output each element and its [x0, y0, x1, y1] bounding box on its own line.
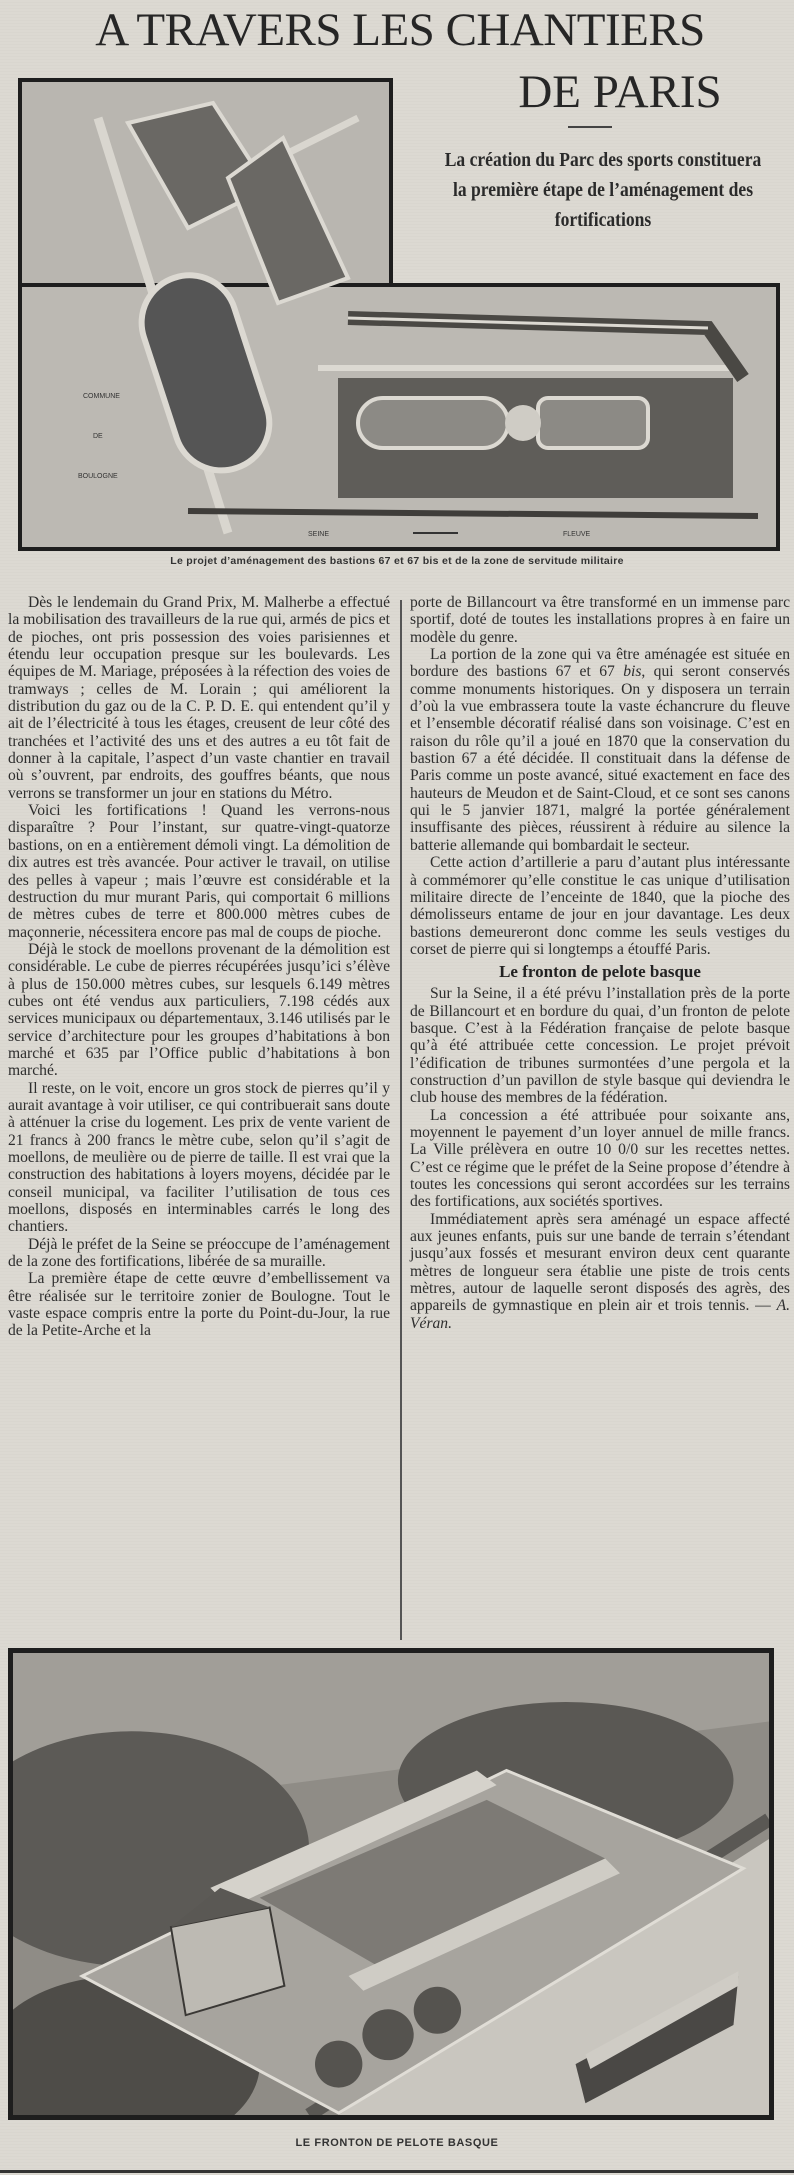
paragraph: Il reste, on le voit, encore un gros stock de pierres qu’il y aurait avantage à voir utiliser, ce qui contribuerait sans doute à atténuer la crise du logement. Les prix de vente varient de 21 francs à 200 francs le mètre cube, selon qu’il s’agit de moellons, de meulière ou de pierre de taille. Il est vrai que la construction des habitations à loyers moyens, décidée par le conseil municipal, va faciliter l’utilisation de tous ces moellons, disposés en interminables carrés le long des chantiers. — [8, 1079, 390, 1236]
map-label-boulogne: BOULOGNE — [78, 473, 118, 480]
map-caption: Le projet d’aménagement des bastions 67 et 67 bis et de la zone de servitude militaire — [170, 555, 624, 567]
paragraph: Dès le lendemain du Grand Prix, M. Malherbe a effectué la mobilisation des travailleurs de la rue qui, armés de pics et de pioches, ont pris possession des voies parisiennes et étendu leur occupation presque sur les boulevards. Les équipes de M. Mariage, préposées à la réfection des voies de tramways ; celles de M. Lorain ; qui améliorent la distribution du gaz ou de la C. P. D. E. qui entendent qu’il y ait de l’électricité à tous les étages, creusent de leur côté des tranchées et l’activité des uns et des autres a eu tôt fait de donner à la capitale, l’aspect d’un vaste chantier en travail où s’ouvrent, par endroits, des gouffres béants, que nous verrons se transformer un jour en stations du Métro. — [8, 594, 390, 802]
plan-drawing-icon — [18, 78, 780, 551]
article-column-left — [8, 594, 390, 1340]
park-plan-map — [18, 78, 780, 550]
paragraph — [410, 1211, 790, 1332]
bottom-rule — [0, 2170, 794, 2173]
map-label-de: DE — [93, 433, 103, 440]
text-run: , qui seront conservés comme monuments historiques. On y disposera un terrain d’où la vue embrassera toute la vaste échancrure du fleuve et l’ensemble décoratif réalisé dans son voisinage. C’est en raison du rôle qu’il a joué en 1870 que la conservation du bastion 67 a été décidée. Il constituait dans la défense de Paris comme un poste avancé, situé exactement en face des hauteurs de Meudon et de Saint-Cloud, et ce sont ses canons qui le 5 janvier 1871, malgré la portée généralement insuffisante des pièces, réussirent à réduire au silence la batterie allemande qui bombardait le secteur. — [410, 663, 790, 854]
text-run: Immédiatement après sera aménagé un espace affecté aux jeunes enfants, puis sur une bande de terrain s’étendant jusqu’aux fossés et mesurant environ deux cent quarante mètres de longueur sera établie une piste de trois cents mètres, autour de laquelle seront disposés des agrès, des appareils de gymnastique en plein air et trois tennis. — [410, 1210, 790, 1315]
headline-line-2: DE PARIS — [518, 66, 722, 118]
section-subheading: Le fronton de pelote basque — [499, 962, 701, 982]
paragraph: Sur la Seine, il a été prévu l’installation près de la porte de Billancourt et en bordure du quai, d’un fronton de pelote basque. C’est à la Fédération française de pelote basque qu’à été attribuée cette concession. Le projet prévoit l’édification de tribunes surmontées d’une pergola et la construction d’un pavillon de style basque qui deviendra le club house des membres de la fédération. — [410, 985, 790, 1107]
aerial-view-drawing-icon — [13, 1653, 769, 2115]
headline: A TRAVERS LES CHANTIERS — [95, 4, 705, 56]
paragraph-continuation: porte de Billancourt va être transformé en un immense parc sportif, doté de toutes les installations propres à en faire un modèle du genre. — [410, 594, 790, 646]
paragraph: Voici les fortifications ! Quand les verrons-nous disparaître ? Pour l’instant, sur quatre-vingt-quatorze bastions, on en a entièrement démoli vingt. La démolition de dix autres est très avancée. Pour activer le travail, on utilise des pelles à vapeur ; mais l’œuvre est considérable et la destruction du mur murant Paris, qui comportait 6 millions de mètres cubes de terre et 800.000 mètres cubes de maçonnerie, nécessitera encore pas mal de coups de pioche. — [8, 802, 390, 941]
article-column-right — [410, 594, 790, 1332]
paragraph: Déjà le préfet de la Seine se préoccupe de l’aménagement de la zone des fortifications, libérée de sa muraille. — [8, 1235, 390, 1271]
subheadline-deck: La création du Parc des sports constituera la première étape de l’aménagement des fortifications — [444, 150, 762, 231]
fronton-illustration — [8, 1648, 774, 2120]
map-label-fleuve: FLEUVE — [563, 531, 591, 538]
italic-text: bis — [623, 663, 642, 681]
paragraph — [410, 646, 790, 854]
paragraph: Cette action d’artillerie a paru d’autant plus intéressante à commémorer qu’elle constitue le cas unique d’utilisation militaire directe de l’enceinte de 1840, que la pioche des démolisseurs entame de jour en jour davantage. Les deux bastions demeureront donc comme les seuls vestiges du corset de pierre qui si longtemps a étouffé Paris. — [410, 854, 790, 958]
paragraph: La première étape de cette œuvre d’embellissement va être réalisée sur le territoire zonier de Boulogne. Tout le vaste espace compris entre la porte du Point-du-Jour, la rue de la Petite-Arche et la — [8, 1270, 390, 1340]
column-divider — [400, 600, 402, 1640]
illustration-caption: LE FRONTON DE PELOTE BASQUE — [295, 2137, 499, 2149]
map-label-commune: COMMUNE — [83, 393, 120, 400]
map-label-seine: SEINE — [308, 531, 330, 538]
signature-dash: — — [749, 1297, 777, 1315]
paragraph: La concession a été attribuée pour soixante ans, moyennent le payement d’un loyer annuel de mille francs. La Ville prélèvera en outre 10 0/0 sur les recettes nettes. C’est ce régime que le préfet de la Seine propose d’étendre à toutes les concessions qui seront accordées sur les terrains des fortifications, aux sociétés sportives. — [410, 1106, 790, 1211]
paragraph: Déjà le stock de moellons provenant de la démolition est considérable. Le cube de pierres récupérées jusqu’ici s’élève à plus de 150.000 mètres cubes, sur lesquels 6.149 mètres cubes ont été vendus aux particuliers, 7.198 cédés aux services municipaux ou départementaux, 3.146 utilisés par le service d’architecture pour les groupes d’habitations à bon marché et 635 par l’Office public d’habitations à bon marché. — [8, 940, 390, 1080]
text-run: La portion de la zone qui va être aménagée est située en bordure des bastions 67 et 67 — [410, 646, 790, 681]
author-signature: A. Véran. — [410, 1297, 790, 1332]
